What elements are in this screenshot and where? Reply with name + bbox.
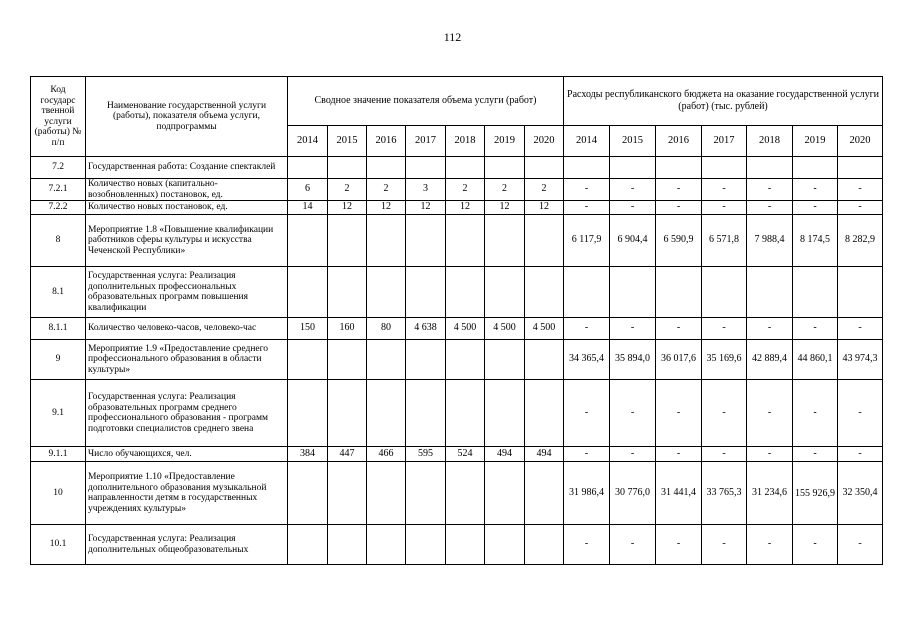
volume-cell: 595 xyxy=(406,447,446,462)
row-name: Государственная услуга: Реализация дополнительных общеобразовательных xyxy=(86,525,288,565)
volume-cell xyxy=(288,157,328,179)
budget-cell: - xyxy=(564,318,610,340)
volume-cell xyxy=(525,267,564,318)
volume-cell: 12 xyxy=(367,201,406,215)
table-row xyxy=(31,340,883,380)
budget-cell xyxy=(564,157,610,179)
volume-cell xyxy=(406,462,446,525)
row-code: 9.1.1 xyxy=(31,447,86,462)
volume-cell xyxy=(367,267,406,318)
budget-cell: - xyxy=(610,179,656,201)
budget-cell: - xyxy=(747,447,793,462)
budget-year-header: 2015 xyxy=(610,126,656,157)
volume-cell: 12 xyxy=(485,201,525,215)
budget-cell xyxy=(793,157,838,179)
volume-cell xyxy=(328,525,367,565)
budget-cell: - xyxy=(656,201,702,215)
table-row xyxy=(31,462,883,525)
volume-cell xyxy=(328,380,367,447)
budget-cell: 35 169,6 xyxy=(702,340,747,380)
budget-cell: - xyxy=(656,318,702,340)
volume-cell: 2 xyxy=(446,179,485,201)
budget-cell: 43 974,3 xyxy=(838,340,883,380)
table-row xyxy=(31,525,883,565)
budget-cell xyxy=(702,157,747,179)
volume-cell: 2 xyxy=(485,179,525,201)
volume-cell xyxy=(525,525,564,565)
volume-cell xyxy=(485,340,525,380)
volume-cell: 6 xyxy=(288,179,328,201)
budget-cell: 31 986,4 xyxy=(564,462,610,525)
volume-cell xyxy=(406,267,446,318)
volume-cell: 447 xyxy=(328,447,367,462)
budget-cell: 155 926,9 xyxy=(793,462,838,525)
row-code: 8.1 xyxy=(31,267,86,318)
row-name: Мероприятие 1.8 «Повышение квалификации работников сферы культуры и искусства Чеченской Республики» xyxy=(86,215,288,267)
volume-cell xyxy=(367,157,406,179)
volume-year-header: 2014 xyxy=(288,126,328,157)
budget-cell: - xyxy=(747,380,793,447)
budget-cell xyxy=(838,157,883,179)
row-code: 9.1 xyxy=(31,380,86,447)
budget-cell: 7 988,4 xyxy=(747,215,793,267)
budget-cell: 44 860,1 xyxy=(793,340,838,380)
budget-cell: - xyxy=(793,525,838,565)
volume-cell xyxy=(446,380,485,447)
volume-cell xyxy=(288,380,328,447)
row-name: Мероприятие 1.9 «Предоставление среднего профессионального образования в области культуры» xyxy=(86,340,288,380)
budget-cell: - xyxy=(838,179,883,201)
budget-cell: - xyxy=(610,380,656,447)
budget-cell xyxy=(610,157,656,179)
volume-cell: 14 xyxy=(288,201,328,215)
budget-cell: 42 889,4 xyxy=(747,340,793,380)
volume-cell: 4 638 xyxy=(406,318,446,340)
volume-cell xyxy=(446,340,485,380)
budget-year-header: 2020 xyxy=(838,126,883,157)
volume-cell xyxy=(406,525,446,565)
row-code: 7.2.1 xyxy=(31,179,86,201)
volume-cell: 12 xyxy=(525,201,564,215)
volume-cell: 12 xyxy=(406,201,446,215)
budget-cell: 6 117,9 xyxy=(564,215,610,267)
budget-cell: - xyxy=(838,380,883,447)
volume-cell: 2 xyxy=(367,179,406,201)
budget-year-header: 2018 xyxy=(747,126,793,157)
budget-cell: - xyxy=(610,447,656,462)
budget-cell: 34 365,4 xyxy=(564,340,610,380)
budget-cell: - xyxy=(793,318,838,340)
table-row xyxy=(31,215,883,267)
row-name: Число обучающихся, чел. xyxy=(86,447,288,462)
budget-cell: 30 776,0 xyxy=(610,462,656,525)
volume-cell: 160 xyxy=(328,318,367,340)
budget-cell: - xyxy=(610,201,656,215)
budget-cell: 35 894,0 xyxy=(610,340,656,380)
volume-cell xyxy=(485,157,525,179)
budget-cell: - xyxy=(838,525,883,565)
row-name: Количество человеко-часов, человеко-час xyxy=(86,318,288,340)
row-code: 9 xyxy=(31,340,86,380)
volume-cell xyxy=(328,157,367,179)
volume-cell xyxy=(485,525,525,565)
row-code: 8 xyxy=(31,215,86,267)
budget-cell: - xyxy=(564,447,610,462)
budget-cell: - xyxy=(656,525,702,565)
table-row xyxy=(31,267,883,318)
volume-group-header: Сводное значение показателя объема услуги (работ) xyxy=(288,77,564,126)
volume-cell xyxy=(367,215,406,267)
volume-cell xyxy=(367,340,406,380)
volume-cell xyxy=(446,525,485,565)
budget-cell: - xyxy=(564,525,610,565)
budget-cell: - xyxy=(702,447,747,462)
volume-cell xyxy=(328,462,367,525)
volume-year-header: 2015 xyxy=(328,126,367,157)
volume-cell xyxy=(328,267,367,318)
budget-table xyxy=(30,76,883,565)
budget-cell: - xyxy=(793,380,838,447)
volume-cell xyxy=(288,215,328,267)
volume-cell xyxy=(288,525,328,565)
budget-cell: - xyxy=(702,201,747,215)
budget-cell: - xyxy=(793,179,838,201)
page-number: 112 xyxy=(443,30,462,44)
row-name: Мероприятие 1.10 «Предоставление дополнительного образования музыкальной направленности детям в государственных учреждениях культуры» xyxy=(86,462,288,525)
budget-cell: 6 571,8 xyxy=(702,215,747,267)
budget-cell: 6 590,9 xyxy=(656,215,702,267)
volume-cell xyxy=(525,462,564,525)
budget-group-header: Расходы республиканского бюджета на оказание государственной услуги (работ) (тыс. рублей) xyxy=(564,77,883,126)
table-body xyxy=(31,157,883,565)
budget-cell: 36 017,6 xyxy=(656,340,702,380)
volume-cell: 2 xyxy=(328,179,367,201)
table-row xyxy=(31,318,883,340)
volume-cell xyxy=(367,462,406,525)
row-code: 8.1.1 xyxy=(31,318,86,340)
volume-cell xyxy=(288,267,328,318)
volume-cell xyxy=(485,267,525,318)
budget-cell: - xyxy=(702,318,747,340)
volume-cell: 384 xyxy=(288,447,328,462)
budget-cell: - xyxy=(702,380,747,447)
budget-year-header: 2019 xyxy=(793,126,838,157)
table-row xyxy=(31,447,883,462)
volume-cell: 2 xyxy=(525,179,564,201)
budget-cell: - xyxy=(838,318,883,340)
volume-cell xyxy=(446,462,485,525)
budget-cell: - xyxy=(702,525,747,565)
volume-cell: 494 xyxy=(525,447,564,462)
volume-year-header: 2020 xyxy=(525,126,564,157)
budget-cell xyxy=(793,267,838,318)
volume-cell xyxy=(328,340,367,380)
budget-cell: 31 441,4 xyxy=(656,462,702,525)
budget-year-header: 2017 xyxy=(702,126,747,157)
budget-cell: - xyxy=(747,318,793,340)
volume-year-header: 2018 xyxy=(446,126,485,157)
volume-cell xyxy=(406,340,446,380)
volume-cell: 80 xyxy=(367,318,406,340)
volume-cell xyxy=(288,462,328,525)
volume-cell xyxy=(446,267,485,318)
budget-cell: - xyxy=(564,380,610,447)
row-name: Количество новых (капитально-возобновленных) постановок, ед. xyxy=(86,179,288,201)
row-code: 7.2 xyxy=(31,157,86,179)
volume-cell: 524 xyxy=(446,447,485,462)
volume-cell xyxy=(446,215,485,267)
table-row xyxy=(31,380,883,447)
table-row xyxy=(31,157,883,179)
budget-cell: - xyxy=(656,447,702,462)
budget-cell: - xyxy=(656,380,702,447)
row-code: 10.1 xyxy=(31,525,86,565)
row-name: Государственная услуга: Реализация дополнительных профессиональных образовательных программ повышения квалификации xyxy=(86,267,288,318)
budget-cell: - xyxy=(656,179,702,201)
budget-year-header: 2014 xyxy=(564,126,610,157)
budget-cell: - xyxy=(747,525,793,565)
volume-cell xyxy=(525,340,564,380)
budget-cell xyxy=(656,267,702,318)
budget-cell: - xyxy=(747,179,793,201)
row-name: Количество новых постановок, ед. xyxy=(86,201,288,215)
volume-cell xyxy=(485,462,525,525)
volume-cell: 4 500 xyxy=(525,318,564,340)
budget-cell: 6 904,4 xyxy=(610,215,656,267)
volume-cell: 12 xyxy=(446,201,485,215)
budget-cell: - xyxy=(793,201,838,215)
row-name: Государственная работа: Создание спектаклей xyxy=(86,157,288,179)
budget-cell: - xyxy=(702,179,747,201)
budget-cell: - xyxy=(838,447,883,462)
volume-cell: 12 xyxy=(328,201,367,215)
row-name: Государственная услуга: Реализация образовательных программ среднего профессионального образования - программ подготовки специалистов среднего звена xyxy=(86,380,288,447)
volume-cell xyxy=(406,157,446,179)
volume-cell: 3 xyxy=(406,179,446,201)
volume-cell xyxy=(328,215,367,267)
volume-cell xyxy=(446,157,485,179)
volume-cell: 150 xyxy=(288,318,328,340)
budget-cell: 33 765,3 xyxy=(702,462,747,525)
volume-cell: 466 xyxy=(367,447,406,462)
budget-cell xyxy=(564,267,610,318)
budget-cell xyxy=(747,157,793,179)
volume-cell xyxy=(525,157,564,179)
volume-cell xyxy=(288,340,328,380)
budget-cell: 8 174,5 xyxy=(793,215,838,267)
volume-year-header: 2016 xyxy=(367,126,406,157)
budget-year-header: 2016 xyxy=(656,126,702,157)
code-column-header: Код государс твенной услуги (работы) № п/п xyxy=(31,77,86,157)
volume-cell xyxy=(367,525,406,565)
volume-cell xyxy=(406,380,446,447)
budget-cell xyxy=(610,267,656,318)
volume-cell: 4 500 xyxy=(485,318,525,340)
volume-cell: 4 500 xyxy=(446,318,485,340)
budget-cell: 8 282,9 xyxy=(838,215,883,267)
budget-cell xyxy=(702,267,747,318)
volume-cell xyxy=(525,215,564,267)
volume-cell xyxy=(485,380,525,447)
row-code: 7.2.2 xyxy=(31,201,86,215)
volume-year-header: 2019 xyxy=(485,126,525,157)
budget-cell: - xyxy=(838,201,883,215)
budget-cell xyxy=(747,267,793,318)
table-row xyxy=(31,179,883,201)
volume-year-header: 2017 xyxy=(406,126,446,157)
volume-cell xyxy=(485,215,525,267)
row-code: 10 xyxy=(31,462,86,525)
header-row-top xyxy=(31,77,883,126)
volume-cell xyxy=(367,380,406,447)
volume-cell: 494 xyxy=(485,447,525,462)
budget-cell: - xyxy=(564,201,610,215)
budget-cell: - xyxy=(747,201,793,215)
budget-cell xyxy=(838,267,883,318)
budget-cell: 32 350,4 xyxy=(838,462,883,525)
budget-cell: 31 234,6 xyxy=(747,462,793,525)
volume-cell xyxy=(406,215,446,267)
name-column-header: Наименование государственной услуги (работы), показателя объема услуги, подпрограммы xyxy=(86,77,288,157)
budget-cell xyxy=(656,157,702,179)
table-row xyxy=(31,201,883,215)
budget-cell: - xyxy=(564,179,610,201)
volume-cell xyxy=(525,380,564,447)
budget-cell: - xyxy=(610,318,656,340)
budget-cell: - xyxy=(610,525,656,565)
budget-cell: - xyxy=(793,447,838,462)
